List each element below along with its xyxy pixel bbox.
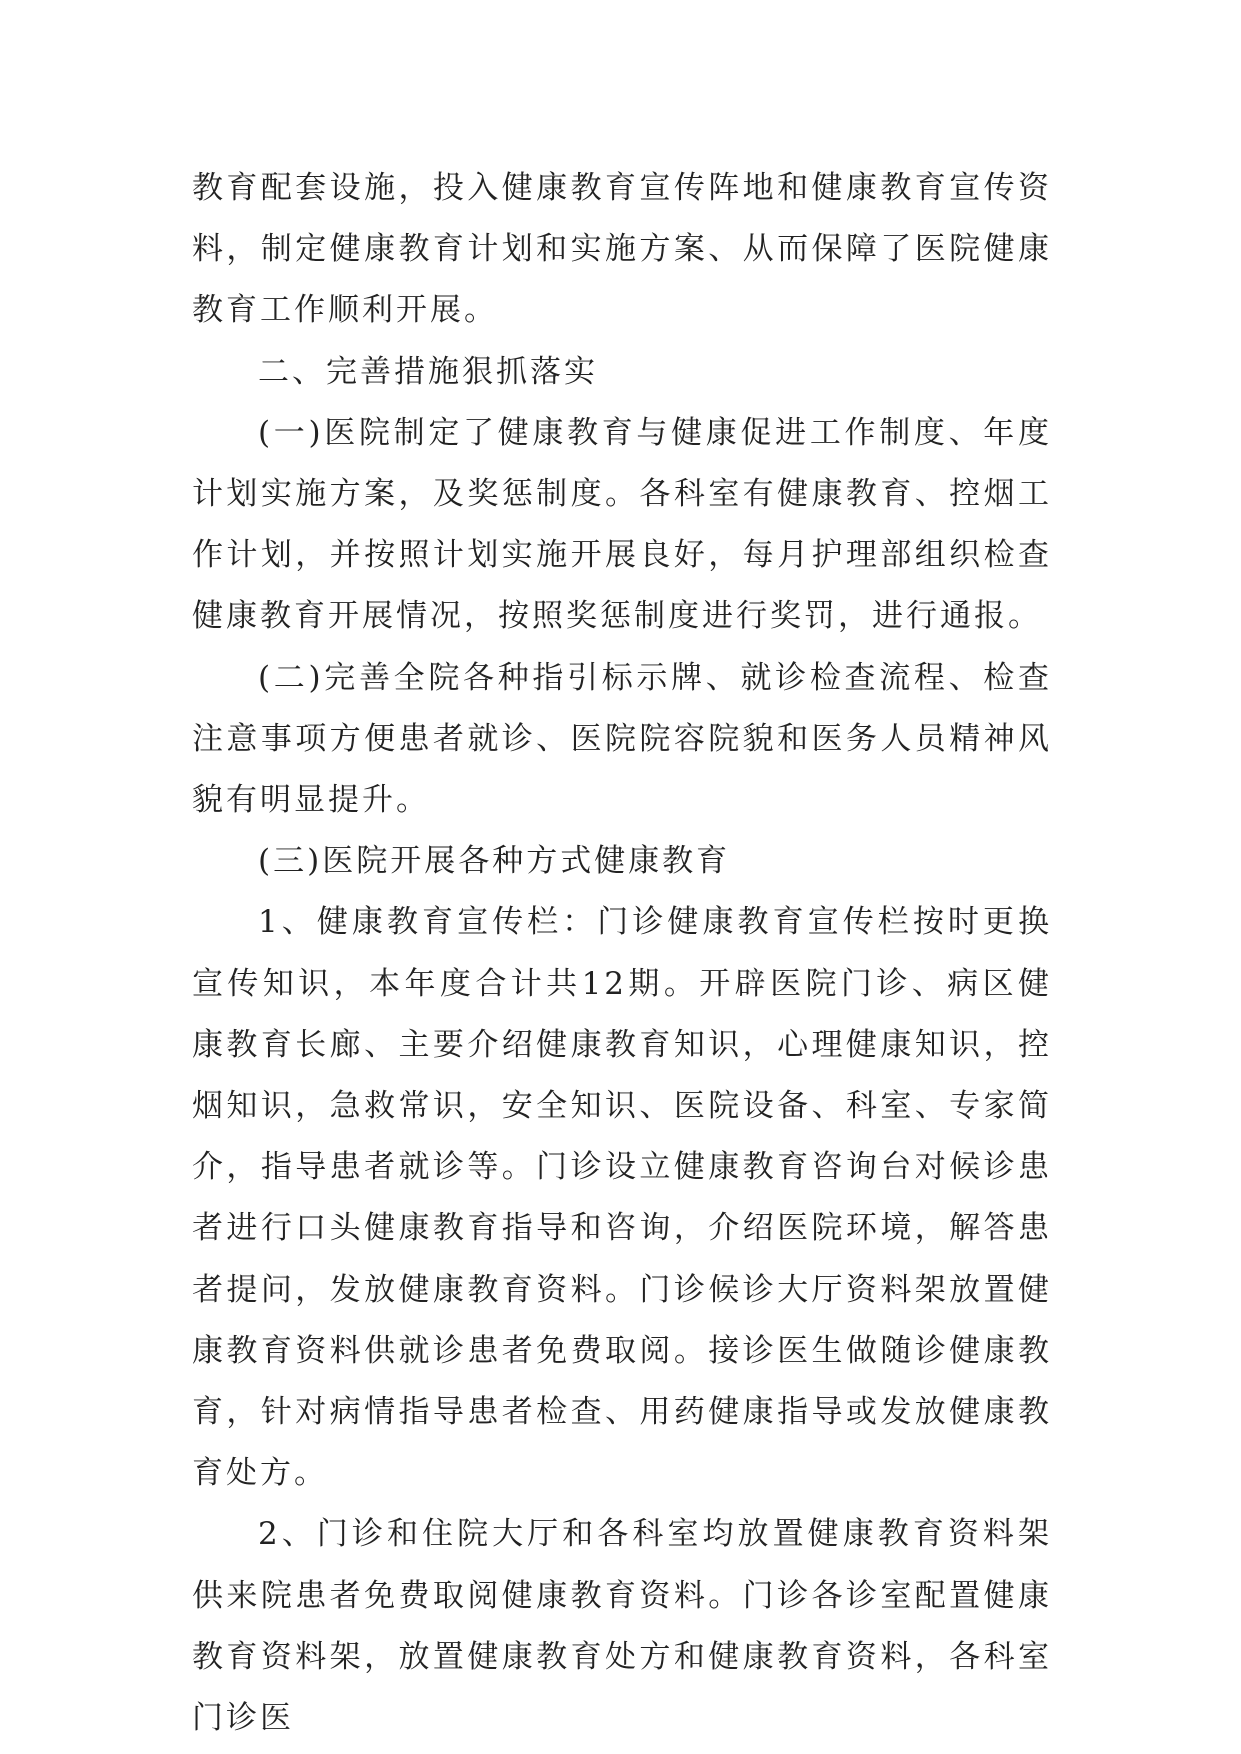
paragraph-item-2-signage: (二)完善全院各种指引标示牌、就诊检查流程、检查注意事项方便患者就诊、医院院容院貌和医务人员精神风貌有明显提升。 — [192, 659, 1052, 819]
document-body — [192, 158, 1052, 1749]
paragraph-item-3-methods: (三)医院开展各种方式健康教育 — [258, 843, 731, 880]
paragraph-item-1-system: (一)医院制定了健康教育与健康促进工作制度、年度计划实施方案，及奖惩制度。各科室有健康教育、控烟工作计划，并按照计划实施开展良好，每月护理部组织检查健康教育开展情况，按照奖惩制度进行奖罚，进行通报。 — [192, 414, 1052, 635]
section-heading-measures: 二、完善措施狠抓落实 — [258, 353, 598, 390]
paragraph-material-racks: 2、门诊和住院大厅和各科室均放置健康教育资料架供来院患者免费取阅健康教育资料。门诊各诊室配置健康教育资料架，放置健康教育处方和健康教育资料，各科室门诊医 — [192, 1516, 1052, 1737]
paragraph-bulletin-board: 1、健康教育宣传栏：门诊健康教育宣传栏按时更换宣传知识，本年度合计共12期。开辟医院门诊、病区健康教育长廊、主要介绍健康教育知识，心理健康知识，控烟知识，急救常识，安全知识、医院设备、科室、专家简介，指导患者就诊等。门诊设立健康教育咨询台对候诊患者进行口头健康教育指导和咨询，介绍医院环境，解答患者提问，发放健康教育资料。门诊候诊大厅资料架放置健康教育资料供就诊患者免费取阅。接诊医生做随诊健康教育，针对病情指导患者检查、用药健康指导或发放健康教育处方。 — [192, 904, 1052, 1492]
paragraph-continued-facilities: 教育配套设施，投入健康教育宣传阵地和健康教育宣传资料，制定健康教育计划和实施方案、从而保障了医院健康教育工作顺利开展。 — [192, 170, 1052, 329]
